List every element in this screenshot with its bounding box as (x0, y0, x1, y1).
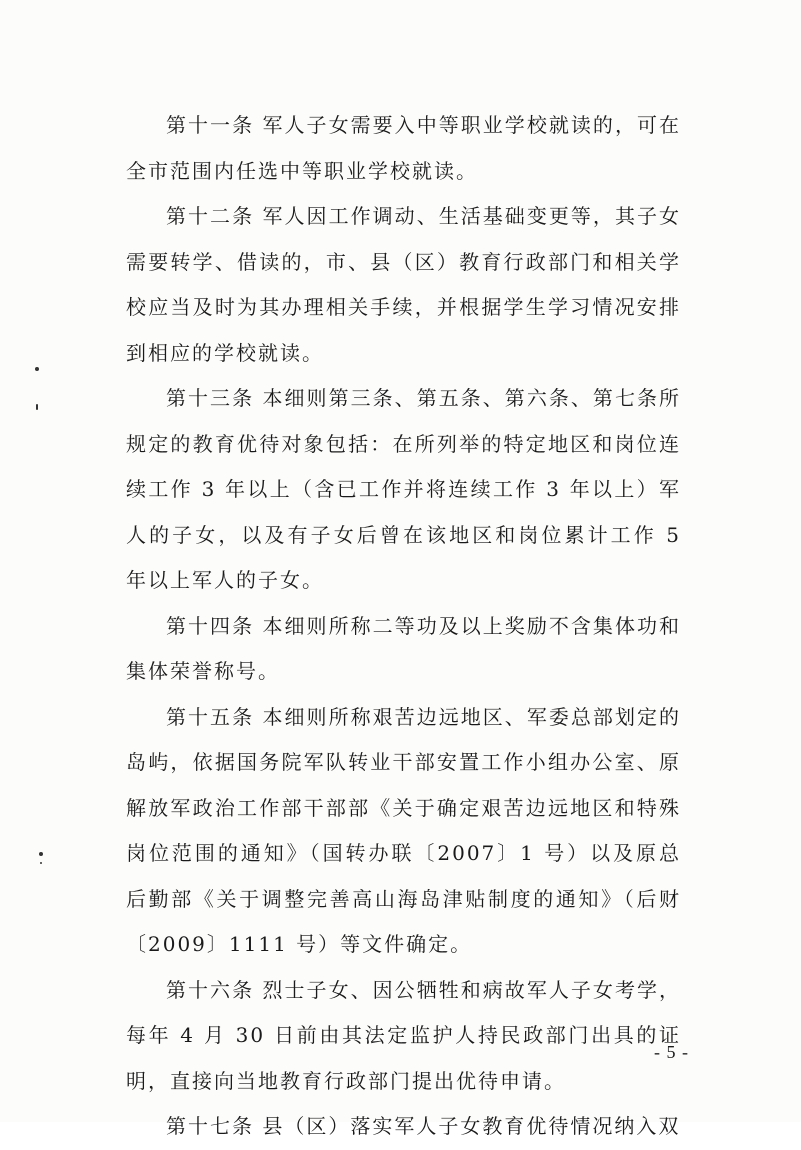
article-15: 第十五条 本细则所称艰苦边远地区、军委总部划定的岛屿，依据国务院军队转业干部安置工作小组办公室、原解放军政治工作部干部部《关于确定艰苦边远地区和特殊岗位范围的通知》（国转办联〔2007〕1 号）以及原总后勤部《关于调整完善高山海岛津贴制度的通知》（后财〔2009〕1111 号）等文件确定。 (126, 704, 681, 956)
article-11: 第十一条 军人子女需要入中等职业学校就读的，可在全市范围内任选中等职业学校就读。 (126, 113, 681, 183)
article-14: 第十四条 本细则所称二等功及以上奖励不含集体功和集体荣誉称号。 (126, 613, 681, 683)
scan-speck (39, 852, 43, 856)
article-17: 第十七条 县（区）落实军人子女教育优待情况纳入双 (166, 1114, 681, 1138)
scan-speck (36, 404, 38, 410)
page-number: - 5 - (654, 1042, 689, 1062)
document-body (126, 103, 681, 1150)
article-16: 第十六条 烈士子女、因公牺牲和病故军人子女考学，每年 4 月 30 日前由其法定监护人持民政部门出具的证明，直接向当地教育行政部门提出优待申请。 (126, 977, 681, 1093)
article-13: 第十三条 本细则第三条、第五条、第六条、第七条所规定的教育优待对象包括：在所列举的特定地区和岗位连续工作 3 年以上（含已工作并将连续工作 3 年以上）军人的子女，以及有子女后曾在该地区和岗位累计工作 5 年以上军人的子女。 (126, 386, 681, 592)
scan-speck (40, 862, 42, 864)
scan-speck (35, 367, 39, 371)
article-12: 第十二条 军人因工作调动、生活基础变更等，其子女需要转学、借读的，市、县（区）教育行政部门和相关学校应当及时为其办理相关手续，并根据学生学习情况安排到相应的学校就读。 (126, 204, 681, 365)
